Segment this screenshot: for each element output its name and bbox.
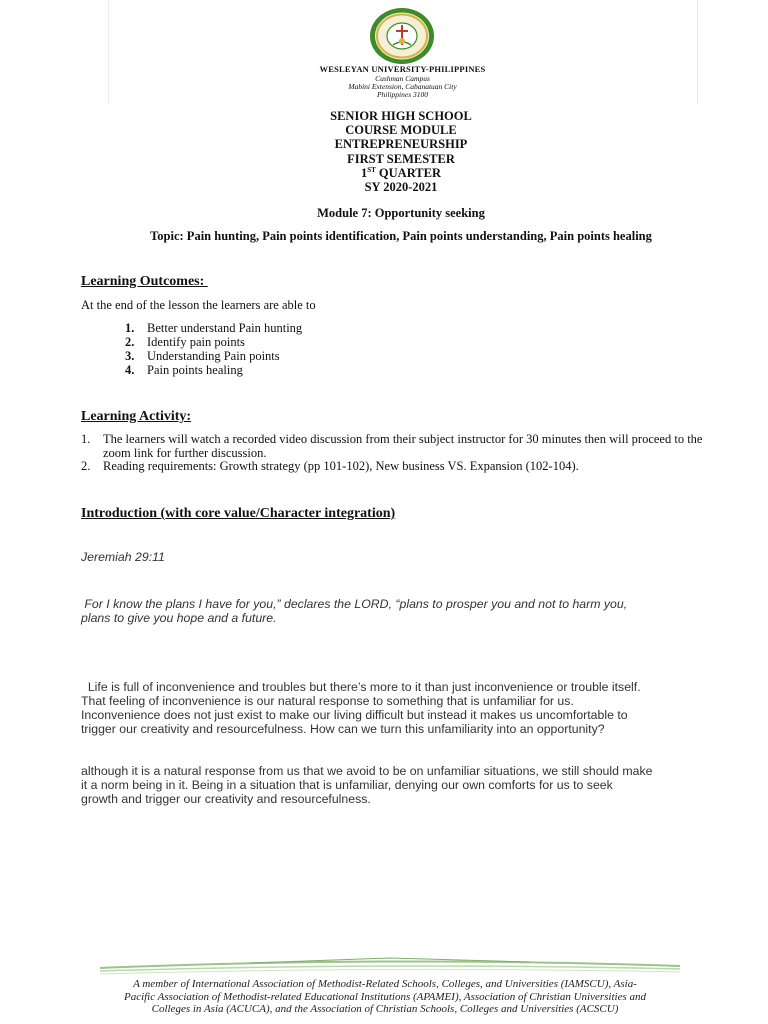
university-seal-logo (369, 7, 435, 65)
footer-line: A member of International Association of Methodist-Related Schools, Colleges, and Universities (IAMSCU), Asia- (133, 978, 637, 990)
intro-paragraph-line: trigger our creativity and resourcefulness. How can we turn this unfamiliarity into an opportunity? (81, 722, 605, 736)
intro-paragraph-line: Life is full of inconvenience and troubles but there’s more to it than just inconvenience or trouble itself. (81, 680, 641, 694)
title-line-course: COURSE MODULE (345, 123, 457, 138)
verse-line: For I know the plans I have for you,” declares the LORD, “plans to prosper you and not to harm you, (81, 597, 628, 611)
module-topic: Topic: Pain hunting, Pain points identification, Pain points understanding, Pain points healing (150, 229, 652, 243)
intro-paragraph-line: Inconvenience does not just exist to make our living difficult but instead it makes us uncomfortable to (81, 708, 628, 722)
university-name: WESLEYAN UNIVERSITY-PHILIPPINES (319, 64, 486, 74)
introduction-heading: Introduction (with core value/Character integration) (81, 506, 396, 521)
verse-line: plans to give you hope and a future. (81, 611, 277, 625)
quarter-word: QUARTER (375, 165, 441, 180)
module-title-block (0, 109, 768, 194)
module-name: Module 7: Opportunity seeking (317, 206, 485, 220)
module-page: WESLEYAN UNIVERSITY-PHILIPPINES Cushman Campus Mabini Extension, Cabanatuan City Philippines 3100 SENIOR HIGH SCHOOL COURSE MODULE ENTREPRENEURSHIP FIRST SEMESTER 1ST QUARTER SY 2020-2021 Module 7: Opportunity seeking Topic: Pain hunting, Pain points identification, Pain points understanding, Pain points healing Learning Outcomes: At the end of the lesson the learners are able to 1. Better understand Pain hunting 2. Identify pain points 3. Understanding Pain points 4. Pain points healing Learning Activity: 1. The learners will watch a recorded video discussion from their subject instructor for 30 minutes then will proceed to the zoom link for further discussion. 2. Reading requirements: Growth strategy (pp 101-102), New business VS. Expansion (102-104). Introduction (with core value/Character integration) Jeremiah 29:11 For I know the plans I have for you,” declares the LORD, “plans to prosper you and not to harm you, plans to give you hope and a future. Life is full of inconvenience and troubles but there’s more to it than just inconvenience or trouble itself. That feeling of inconvenience is our natural response to something that is unfamiliar for us. Inconvenience does not just exist to make our living difficult but instead it makes us uncomfortable to trigger our creativity and resourcefulness. How can we turn this unfamiliarity into an opportunity? although it is a natural response from us that we avoid to be on unfamiliar situations, we still should make it a norm being in it. Being in a situation that is unfamiliar, denying our own comforts for us to seek growth and trigger our creativity and resourcefulness. A member of International Association of Methodist-Related Schools, Colleges, and Universities (IAMSCU), Asia- Pacific Association of Methodist-related Educational Institutions (APAMEI), Association of Christian Universities and Colleges in Asia (ACUCA), and the Association of Christian Schools, Colleges and Universities (ACSCU) (0, 0, 768, 1024)
footer-swoosh-graphic (100, 954, 680, 976)
title-line-school: SENIOR HIGH SCHOOL (330, 109, 472, 123)
learning-outcomes-intro: At the end of the lesson the learners are able to (81, 298, 316, 312)
footer-line: Pacific Association of Methodist-related Educational Institutions (APAMEI), Association of Christian Universities and (123, 990, 647, 1003)
list-item: 4. Pain points healing (125, 363, 243, 377)
intro-paragraph-line: growth and trigger our creativity and resourcefulness. (81, 792, 371, 806)
verse-reference: Jeremiah 29:11 (81, 550, 165, 564)
campus-address: Mabini Extension, Cabanatuan City (348, 82, 457, 91)
title-line-subject: ENTREPRENEURSHIP (334, 137, 468, 152)
intro-paragraph-line: although it is a natural response from us that we avoid to be on unfamiliar situations, we still should make (81, 764, 653, 778)
intro-paragraph-line: That feeling of inconvenience is our natural response to something that is unfamiliar for us. (81, 694, 574, 708)
footer-membership-text (40, 978, 730, 1016)
learning-outcomes-heading: Learning Outcomes: (81, 274, 208, 289)
intro-paragraph-line: it a norm being in it. Being in a situation that is unfamiliar, denying our own comforts for us to seek (81, 778, 613, 792)
quarter-number: 1 (360, 165, 368, 180)
quarter-ordinal: ST (367, 165, 376, 174)
list-item: 3. Understanding Pain points (125, 349, 280, 363)
campus-name: Cushman Campus (375, 74, 430, 83)
campus-country: Philippines 3100 (376, 90, 429, 99)
learning-activity-heading: Learning Activity: (81, 409, 192, 424)
title-line-semester: FIRST SEMESTER (347, 151, 455, 166)
title-line-school-year: SY 2020-2021 (364, 180, 438, 195)
list-item: 1. Better understand Pain hunting (125, 321, 303, 335)
list-item: 2. Identify pain points (125, 335, 245, 349)
title-line-quarter (0, 166, 768, 180)
footer-line: Colleges in Asia (ACUCA), and the Association of Christian Schools, Colleges and Universities (ACSCU) (151, 1003, 619, 1016)
